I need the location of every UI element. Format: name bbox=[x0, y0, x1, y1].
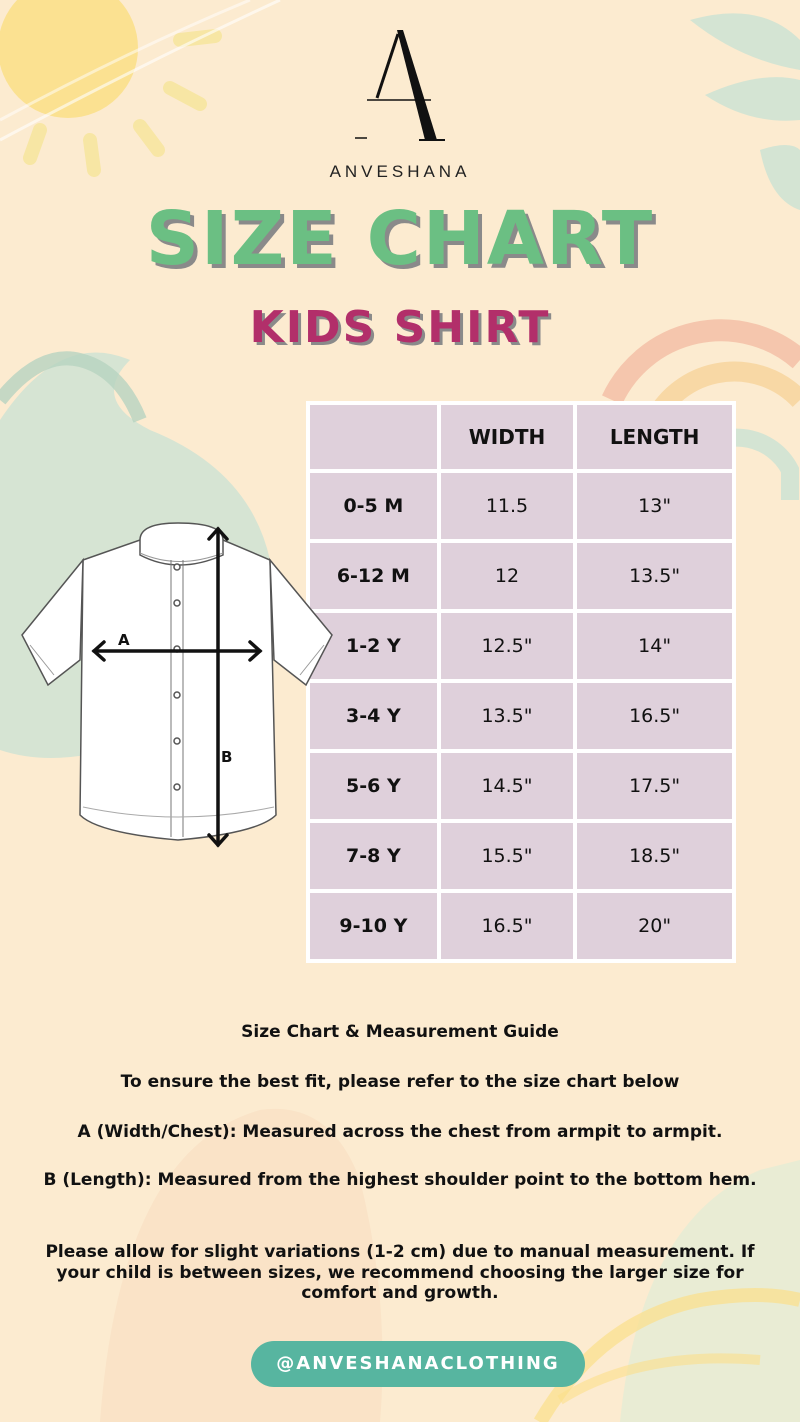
header-width: WIDTH bbox=[439, 403, 576, 471]
width-cell: 11.5 bbox=[439, 471, 576, 541]
table-row bbox=[308, 751, 734, 821]
brand-logo bbox=[0, 28, 800, 148]
length-cell: 17.5" bbox=[575, 751, 734, 821]
brand-name: ANVESHANA bbox=[329, 162, 471, 181]
size-chart-table bbox=[306, 401, 736, 963]
width-cell: 16.5" bbox=[439, 891, 576, 961]
header-length: LENGTH bbox=[575, 403, 734, 471]
page-subtitle: KIDS SHIRT bbox=[249, 302, 551, 353]
length-cell: 13" bbox=[575, 471, 734, 541]
size-cell: 6-12 M bbox=[308, 541, 439, 611]
guide-width-text: A (Width/Chest): Measured across the chest from armpit to armpit. bbox=[77, 1122, 723, 1142]
width-cell: 12.5" bbox=[439, 611, 576, 681]
table-row bbox=[308, 541, 734, 611]
table-header-row bbox=[308, 403, 734, 471]
size-cell: 9-10 Y bbox=[308, 891, 439, 961]
guide-note: Please allow for slight variations (1-2 cm) due to manual measurement. If your child is between sizes, we recommend choosing the larger size for comfort and growth. bbox=[45, 1242, 755, 1304]
guide-intro: To ensure the best fit, please refer to the size chart below bbox=[120, 1072, 680, 1092]
page-title: SIZE CHART bbox=[145, 196, 655, 282]
length-cell: 14" bbox=[575, 611, 734, 681]
width-cell: 12 bbox=[439, 541, 576, 611]
width-cell: 13.5" bbox=[439, 681, 576, 751]
logo-letter-a-icon bbox=[345, 28, 455, 148]
length-cell: 18.5" bbox=[575, 821, 734, 891]
table-row bbox=[308, 821, 734, 891]
label-a: A bbox=[118, 631, 130, 649]
size-cell: 0-5 M bbox=[308, 471, 439, 541]
table-row bbox=[308, 891, 734, 961]
width-cell: 14.5" bbox=[439, 751, 576, 821]
size-cell: 3-4 Y bbox=[308, 681, 439, 751]
length-cell: 16.5" bbox=[575, 681, 734, 751]
size-cell: 5-6 Y bbox=[308, 751, 439, 821]
guide-length-text: B (Length): Measured from the highest shoulder point to the bottom hem. bbox=[43, 1170, 757, 1190]
length-cell: 20" bbox=[575, 891, 734, 961]
width-cell: 15.5" bbox=[439, 821, 576, 891]
label-b: B bbox=[221, 748, 233, 766]
table-row bbox=[308, 471, 734, 541]
shirt-diagram bbox=[18, 515, 338, 855]
header-blank bbox=[308, 403, 439, 471]
length-cell: 13.5" bbox=[575, 541, 734, 611]
size-cell: 7-8 Y bbox=[308, 821, 439, 891]
guide-heading: Size Chart & Measurement Guide bbox=[241, 1022, 559, 1042]
social-handle-badge[interactable]: @ANVESHANACLOTHING bbox=[251, 1341, 585, 1387]
size-cell: 1-2 Y bbox=[308, 611, 439, 681]
table-row bbox=[308, 611, 734, 681]
table-row bbox=[308, 681, 734, 751]
